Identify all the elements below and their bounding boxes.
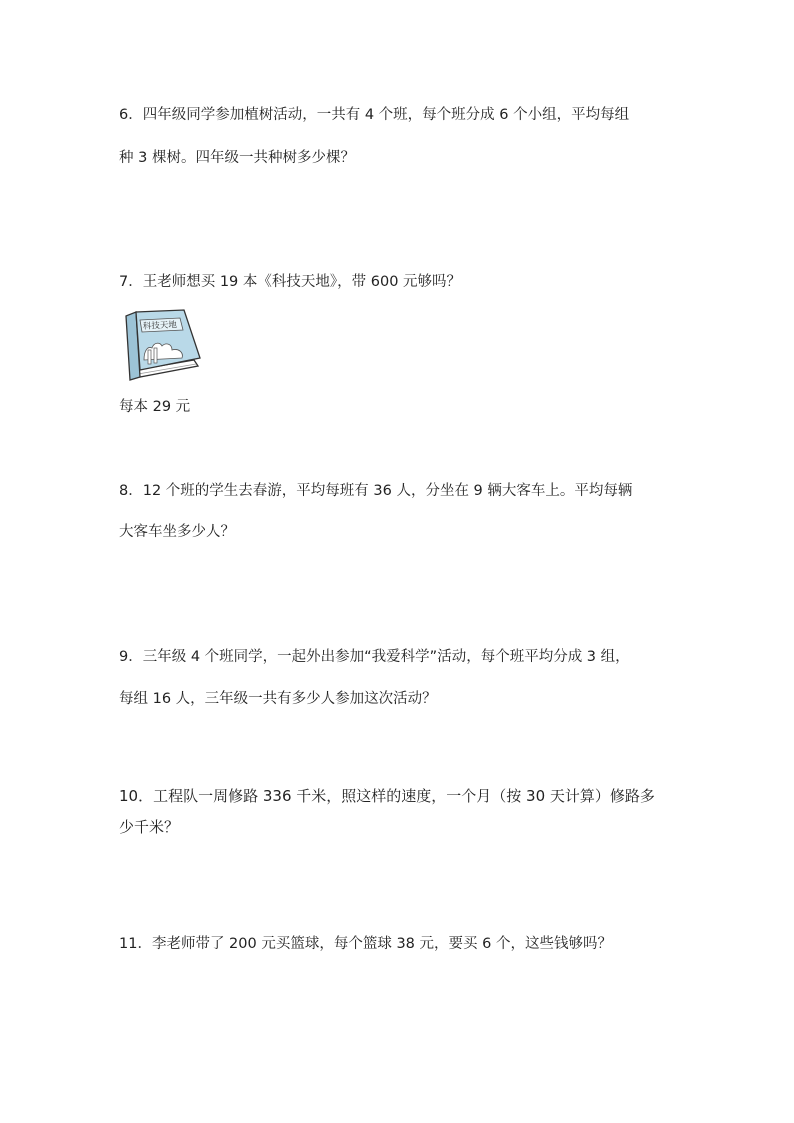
question-11-line-1: 11．李老师带了 200 元买篮球，每个篮球 38 元，要买 6 个，这些钱够吗？ [119, 936, 612, 952]
book-title-text: 科技天地 [142, 320, 178, 332]
question-6-line-2: 种 3 棵树。四年级一共种树多少棵？ [119, 150, 355, 166]
question-10-line-1: 10．工程队一周修路 336 千米，照这样的速度，一个月（按 30 天计算）修路多 [119, 787, 655, 805]
question-8-line-1: 8．12 个班的学生去春游，平均每班有 36 人，分坐在 9 辆大客车上。平均每辆 [119, 483, 633, 499]
book-illustration [122, 308, 204, 384]
question-8-line-2: 大客车坐多少人？ [119, 524, 235, 540]
question-7-line-1: 7．王老师想买 19 本《科技天地》，带 600 元够吗？ [119, 274, 462, 290]
question-6-line-1: 6．四年级同学参加植树活动，一共有 4 个班，每个班分成 6 个小组，平均每组 [119, 107, 630, 123]
question-9-line-1: 9．三年级 4 个班同学，一起外出参加“我爱科学”活动，每个班平均分成 3 组， [119, 649, 630, 665]
question-10-line-2: 少千米？ [119, 818, 180, 836]
question-9-line-2: 每组 16 人，三年级一共有多少人参加这次活动？ [119, 691, 437, 707]
price-caption: 每本 29 元 [119, 399, 191, 415]
